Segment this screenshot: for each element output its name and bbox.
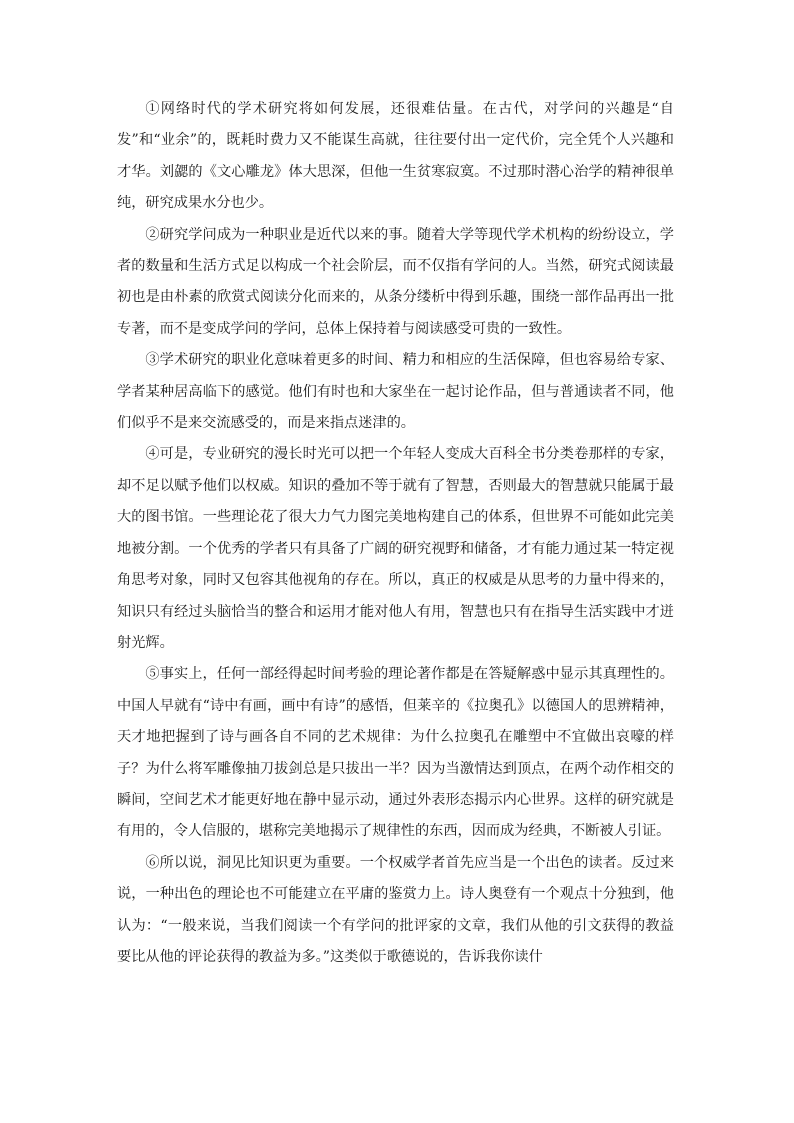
paragraph-3: ③学术研究的职业化意味着更多的时间、精力和相应的生活保障，但也容易给专家、学者某种居高临下的感觉。他们有时也和大家坐在一起讨论作品，但与普通读者不同，他们似乎不是来交流感受的，而是来指点迷津的。: [117, 352, 674, 432]
paragraph-6: ⑥所以说，洞见比知识更为重要。一个权威学者首先应当是一个出色的读者。反过来说，一种出色的理论也不可能建立在平庸的鉴赏力上。诗人奥登有一个观点十分独到，他认为：“一般来说，当我们阅读一个有学问的批评家的文章，我们从他的引文获得的教益要比从他的评论获得的教益为多。”这类似于歌德说的，告诉我你读什: [117, 854, 674, 965]
document-body: [117, 94, 674, 973]
paragraph-5: ⑤事实上，任何一部经得起时间考验的理论著作都是在答疑解惑中显示其真理性的。中国人早就有“诗中有画，画中有诗”的感悟，但莱辛的《拉奥孔》以德国人的思辨精神，天才地把握到了诗与画各自不同的艺术规律：为什么拉奥孔在雕塑中不宜做出哀嚎的样子？为什么将军雕像抽刀拔剑总是只拔出一半？因为当激情达到顶点，在两个动作相交的瞬间，空间艺术才能更好地在静中显示动，通过外表形态揭示内心世界。这样的研究就是有用的，令人信服的，堪称完美地揭示了规律性的东西，因而成为经典，不断被人引证。: [117, 666, 674, 840]
paragraph-1: ①网络时代的学术研究将如何发展，还很难估量。在古代，对学问的兴趣是“自发”和“业余”的，既耗时费力又不能谋生高就，往往要付出一定代价，完全凭个人兴趣和才华。刘勰的《文心雕龙》体大思深，但他一生贫寒寂寞。不过那时潜心治学的精神很单纯，研究成果水分也少。: [117, 101, 674, 212]
paragraph-2: ②研究学问成为一种职业是近代以来的事。随着大学等现代学术机构的纷纷设立，学者的数量和生活方式足以构成一个社会阶层，而不仅指有学问的人。当然，研究式阅读最初也是由朴素的欣赏式阅读分化而来的，从条分缕析中得到乐趣，围绕一部作品再出一批专著，而不是变成学问的学问，总体上保持着与阅读感受可贵的一致性。: [117, 226, 674, 337]
paragraph-4: ④可是，专业研究的漫长时光可以把一个年轻人变成大百科全书分类卷那样的专家，却不足以赋予他们以权威。知识的叠加不等于就有了智慧，否则最大的智慧就只能属于最大的图书馆。一些理论花了很大力气力图完美地构建自己的体系，但世界不可能如此完美地被分割。一个优秀的学者只有具备了广阔的研究视野和储备，才有能力通过某一特定视角思考对象，同时又包容其他视角的存在。所以，真正的权威是从思考的力量中得来的，知识只有经过头脑恰当的整合和运用才能对他人有用，智慧也只有在指导生活实践中才迸射光辉。: [117, 446, 674, 651]
